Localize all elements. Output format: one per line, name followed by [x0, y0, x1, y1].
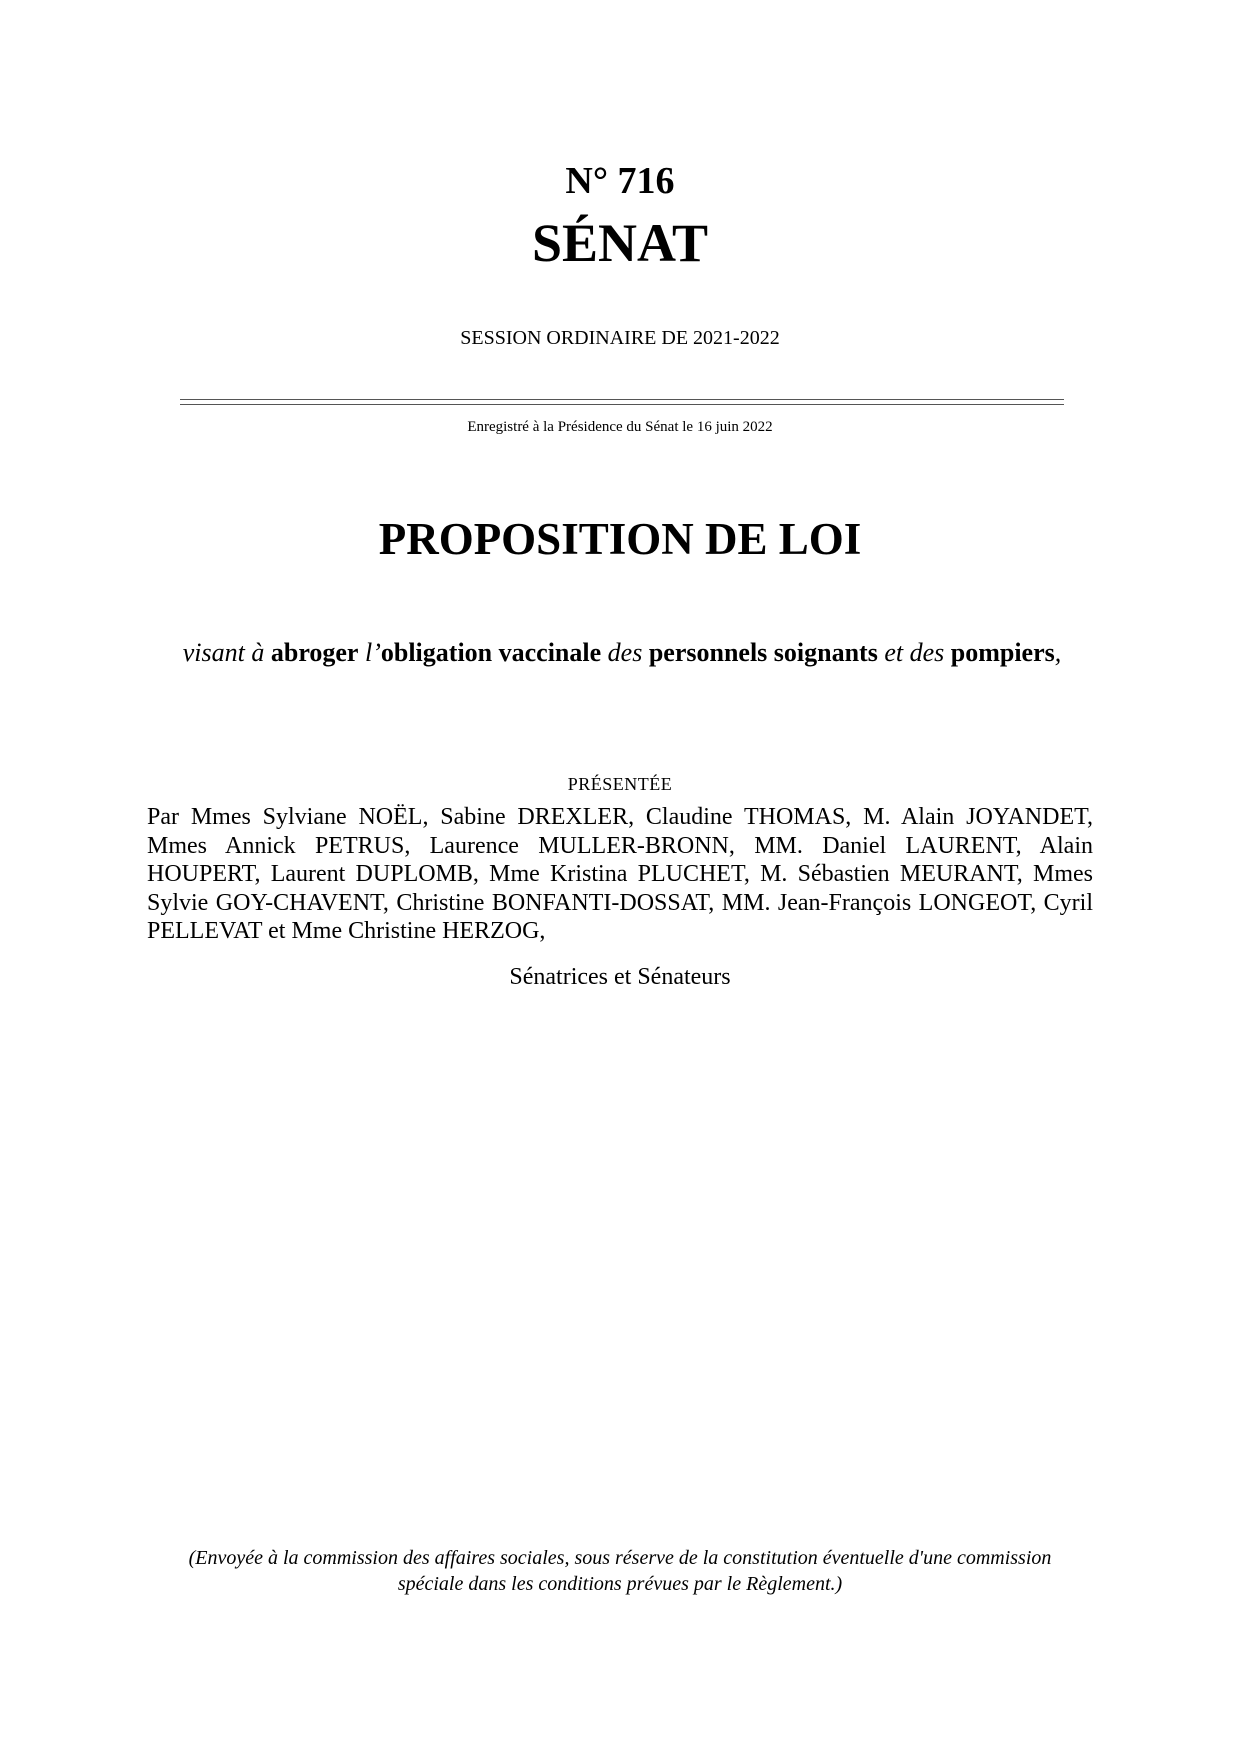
divider-bottom — [180, 404, 1064, 405]
chamber-title: SÉNAT — [531, 213, 709, 273]
registration-date: Enregistré à la Présidence du Sénat le 16 juin 2022 — [467, 419, 773, 435]
document-type-heading: PROPOSITION DE LOI — [378, 514, 862, 564]
authors-list: Par Mmes Sylviane NOËL, Sabine DREXLER, Claudine THOMAS, M. Alain JOYANDET, Mmes Annick PETRUS, Laurence MULLER-BRONN, MM. Daniel LAURENT, Alain HOUPERT, Laurent DUPLOMB, Mme Kristina PLUCHET, M. Sébastien MEURANT, Mmes Sylvie GOY-CHAVENT, Christine BONFANTI-DOSSAT, MM. Jean-François LONGEOT, Cyril PELLEVAT et Mme Christine HERZOG, — [147, 804, 1093, 944]
document-number: N° 716 — [565, 160, 675, 202]
subject-part-6: personnels soignants — [648, 638, 878, 667]
subject-part-7: et des — [884, 638, 945, 667]
subject-part-1: visant à — [182, 638, 265, 667]
session-line: SESSION ORDINAIRE DE 2021-2022 — [460, 327, 780, 349]
presented-label: PRÉSENTÉE — [567, 774, 673, 794]
subject-part-4: obligation vaccinale — [380, 638, 602, 667]
subject-part-9: , — [1054, 638, 1062, 667]
subject-part-3: l’ — [364, 638, 381, 667]
signatories-line: Sénatrices et Sénateurs — [509, 964, 731, 990]
divider-top — [180, 399, 1064, 400]
subject-part-8: pompiers — [950, 638, 1055, 667]
bill-subject — [180, 636, 1064, 670]
referral-note: (Envoyée à la commission des affaires sociales, sous réserve de la constitution éventuelle d'une commission spéciale dans les conditions prévues par le Règlement.) — [188, 1547, 1052, 1595]
subject-part-5: des — [607, 638, 643, 667]
subject-part-2: abroger — [270, 638, 359, 667]
